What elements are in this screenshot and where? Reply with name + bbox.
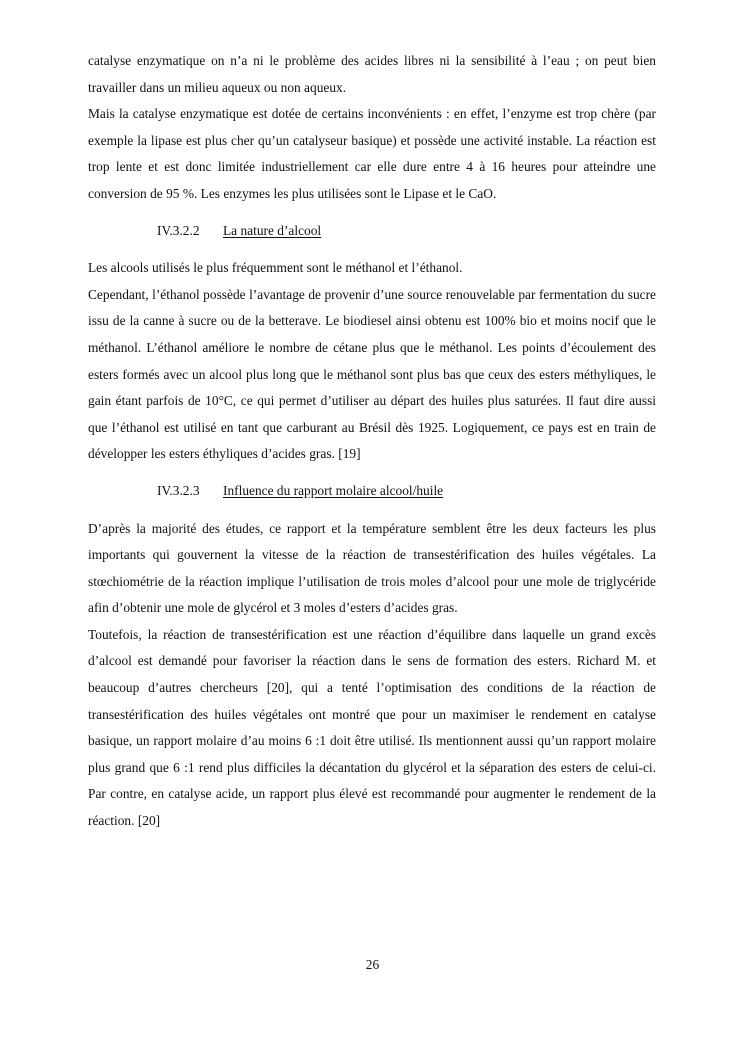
paragraph-ethanol-advantages: Cependant, l’éthanol possède l’avantage de provenir d’une source renouvelable par fermentation du sucre issu de la canne à sucre ou de la betterave. Le biodiesel ainsi obtenu est 100% bio et moins nocif que le méthanol. L’éthanol améliore le nombre de cétane plus que le méthanol. Les points d’écoulement des esters formés avec un alcool plus long que le méthanol sont plus bas que ceux des esters méthyliques, le gain étant parfois de 10°C, ce qui permet d’utiliser au départ des huiles plus saturées. Il faut dire aussi que l’éthanol est utilisé en tant que carburant au Brésil dès 1925. Logiquement, ce pays est en train de développer les esters éthyliques d’acides gras. [19]: [88, 286, 656, 462]
section-title: Influence du rapport molaire alcool/huile: [223, 482, 444, 498]
section-title: La nature d’alcool: [223, 222, 322, 238]
paragraph-common-alcohols: Les alcools utilisés le plus fréquemment sont le méthanol et l’éthanol.: [88, 260, 463, 276]
section-heading-alcohol-nature: [88, 218, 656, 245]
section-number: IV.3.2.2: [157, 222, 200, 238]
paragraph-enzymatic-advantages: catalyse enzymatique on n’a ni le problème des acides libres ni la sensibilité à l’eau ; on peut bien travailler dans un milieu aqueux ou non aqueux.: [88, 53, 656, 95]
paragraph-molar-ratio-factors: D’après la majorité des études, ce rapport et la température semblent être les deux facteurs les plus importants qui gouvernent la vitesse de la réaction de transestérification des huiles végétales. La stœchiométrie de la réaction implique l’utilisation de trois moles d’alcool pour une mole de triglycéride afin d’obtenir une mole de glycérol et 3 moles d’esters d’acides gras.: [88, 520, 656, 616]
section-number: IV.3.2.3: [157, 482, 200, 498]
paragraph-enzymatic-drawbacks: Mais la catalyse enzymatique est dotée de certains inconvénients : en effet, l’enzyme est trop chère (par exemple la lipase est plus cher qu’un catalyseur basique) et possède une activité instable. La réaction est trop lente et est donc limitée industriellement car elle dure entre 4 à 16 heures pour atteindre une conversion de 95 %. Les enzymes les plus utilisées sont le Lipase et le CaO.: [88, 106, 656, 201]
paragraph-alcohol-excess: Toutefois, la réaction de transestérification est une réaction d’équilibre dans laquelle un grand excès d’alcool est demandé pour favoriser la réaction dans le sens de formation des esters. Richard M. et beaucoup d’autres chercheurs [20], qui a tenté l’optimisation des conditions de la réaction de transestérification des huiles végétales ont montré que pour un maximiser le rendement en catalyse basique, un rapport molaire d’au moins 6 :1 doit être utilisé. Ils mentionnent aussi qu’un rapport molaire plus grand que 6 :1 rend plus difficiles la décantation du glycérol et la séparation des esters de celui-ci. Par contre, en catalyse acide, un rapport plus élevé est recommandé pour augmenter le rendement de la réaction. [20]: [88, 626, 656, 829]
section-heading-molar-ratio: [88, 478, 656, 505]
document-page: [88, 48, 656, 835]
page-number: 26: [365, 957, 380, 972]
